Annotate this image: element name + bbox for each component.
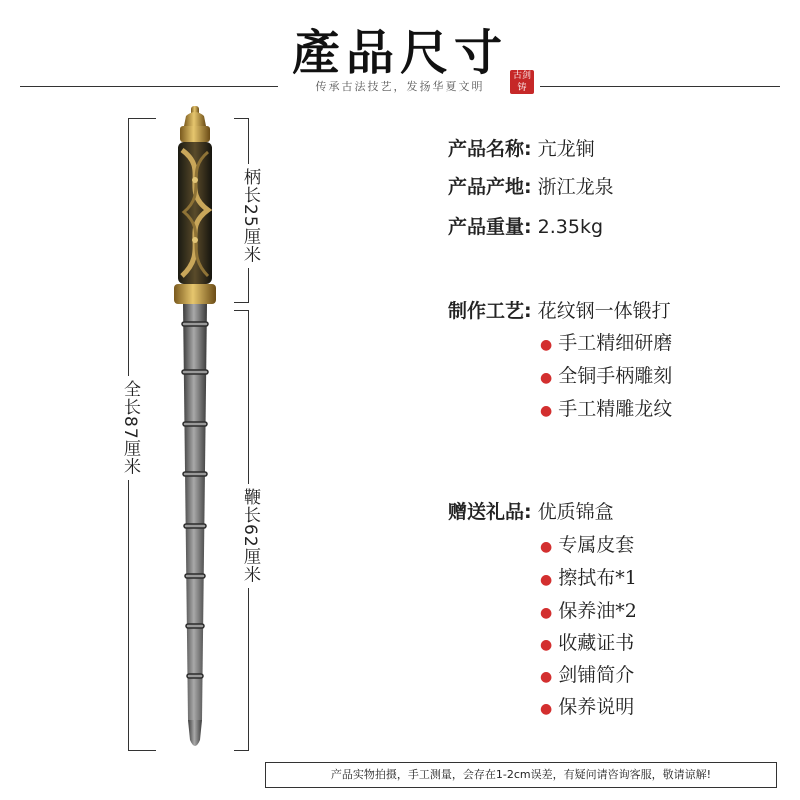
spec-weight-value: 2.35kg <box>537 216 604 238</box>
guard-icon <box>174 284 216 304</box>
total-length-label: 全长87厘米 <box>118 376 143 480</box>
gift-item: ● 专属皮套 <box>540 534 635 556</box>
gift-item: ● 收藏证书 <box>540 632 635 654</box>
whip-dim-tick-bottom <box>234 750 249 751</box>
handle-dim-tick-bottom <box>234 302 249 303</box>
bullet-dot-icon: ● <box>540 701 553 717</box>
spec-craft-label: 制作工艺: <box>448 300 532 322</box>
craft-item: ● 手工精细研磨 <box>540 332 673 354</box>
gift-item: ● 擦拭布*1 <box>540 567 637 589</box>
handle-dim-tick-top <box>234 118 249 119</box>
spec-gift-label: 赠送礼品: <box>448 501 532 523</box>
gift-item: ● 剑铺简介 <box>540 664 635 686</box>
whip-length-label: 鞭长62厘米 <box>238 484 263 588</box>
spec-origin-label: 产品产地: <box>448 176 532 198</box>
spec-craft <box>448 296 671 323</box>
footer-note: 产品实物拍摄，手工测量，会存在1-2cm误差，有疑问请咨询客服，敬请谅解! <box>265 762 777 788</box>
bullet-dot-icon: ● <box>540 403 553 419</box>
mace-illustration <box>150 100 240 760</box>
spec-origin-value: 浙江龙泉 <box>537 176 614 198</box>
gift-item: ● 保养说明 <box>540 696 635 718</box>
spec-name-label: 产品名称: <box>448 138 532 160</box>
bullet-dot-icon: ● <box>540 572 553 588</box>
spec-gift-value: 优质锦盒 <box>537 501 614 523</box>
spec-craft-value: 花纹钢一体锻打 <box>537 300 671 322</box>
craft-item: ● 手工精雕龙纹 <box>540 398 673 420</box>
spec-origin <box>448 172 614 199</box>
craft-item: ● 全铜手柄雕刻 <box>540 365 673 387</box>
spec-gift <box>448 497 614 524</box>
spec-weight <box>448 212 603 239</box>
seal-stamp-icon: 古剑铸 <box>510 70 534 94</box>
bullet-dot-icon: ● <box>540 370 553 386</box>
bullet-dot-icon: ● <box>540 605 553 621</box>
spec-name-value: 亢龙锏 <box>537 138 595 160</box>
dragon-grip-icon <box>178 142 212 284</box>
bullet-dot-icon: ● <box>540 669 553 685</box>
bullet-dot-icon: ● <box>540 337 553 353</box>
bullet-dot-icon: ● <box>540 539 553 555</box>
total-dim-tick-top <box>128 118 156 119</box>
handle-length-label: 柄长25厘米 <box>238 164 263 268</box>
gift-item: ● 保养油*2 <box>540 600 637 622</box>
spec-name <box>448 134 595 161</box>
bullet-dot-icon: ● <box>540 637 553 653</box>
page-subtitle: 传承古法技艺，发扬华夏文明 <box>315 80 485 93</box>
whip-dim-tick-top <box>234 310 249 311</box>
total-dim-tick-bottom <box>128 750 156 751</box>
spec-weight-label: 产品重量: <box>448 216 532 238</box>
whip-body-icon <box>182 304 208 746</box>
page-title: 產品尺寸 <box>291 25 508 81</box>
pommel-icon <box>180 106 210 142</box>
